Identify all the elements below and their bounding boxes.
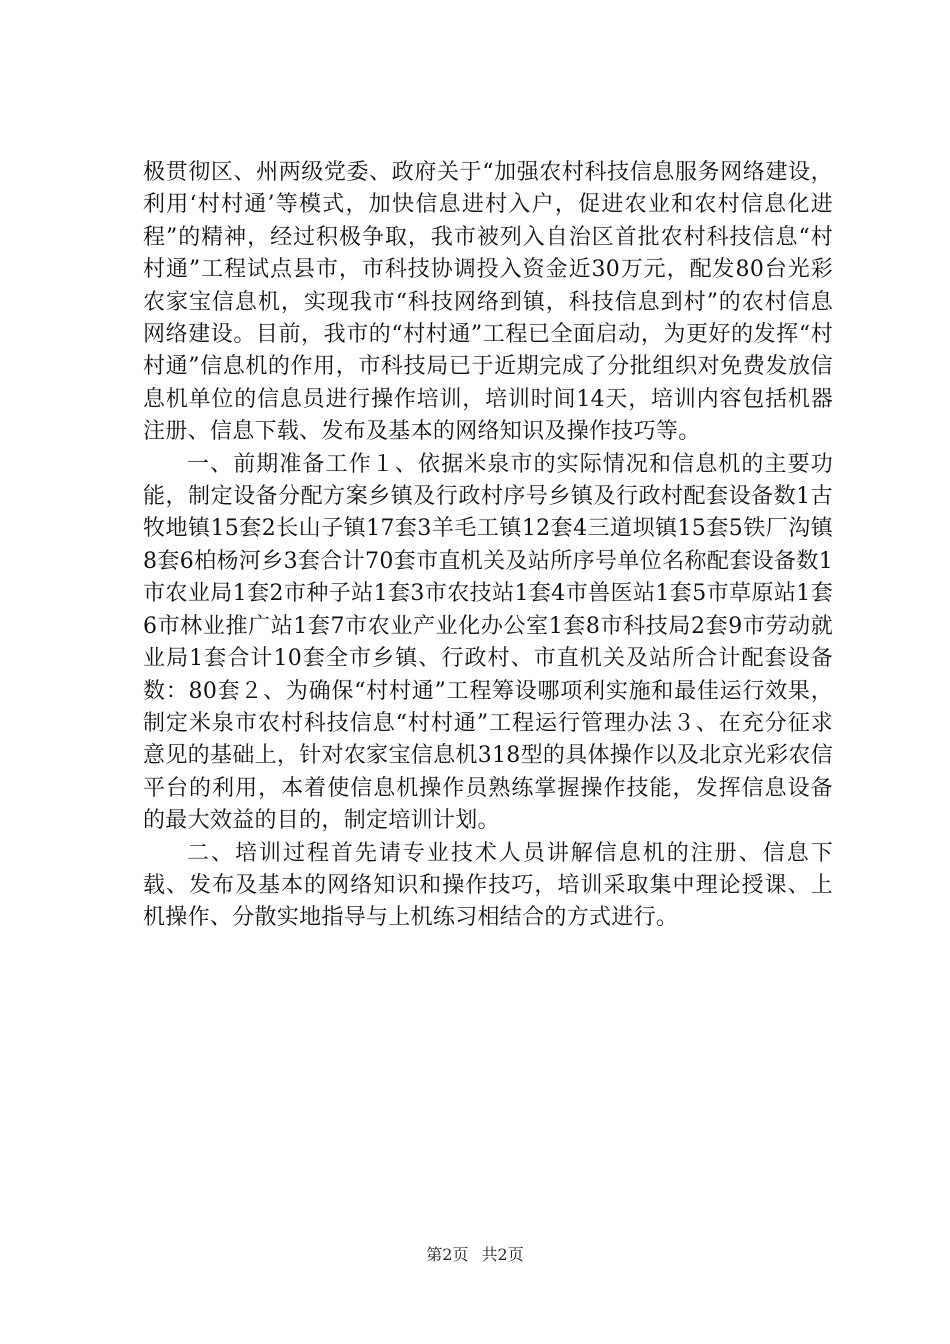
paragraph-3: 二、培训过程首先请专业技术人员讲解信息机的注册、信息下载、发布及基本的网络知识和操作技巧，培训采取集中理论授课、上机操作、分散实地指导与上机练习相结合的方式进行。 — [143, 840, 833, 931]
page-number-current: 第2页 — [426, 1245, 469, 1264]
page-number-total: 共2页 — [481, 1245, 524, 1264]
document-body — [143, 157, 833, 935]
paragraph-1: 极贯彻区、州两级党委、政府关于“加强农村科技信息服务网络建设，利用‘村村通’等模式，加快信息进村入户，促进农业和农村信息化进程”的精神，经过积极争取，我市被列入自治区首批农村科技信息“村村通”工程试点县市，市科技协调投入资金近30万元，配发80台光彩农家宝信息机，实现我市“科技网络到镇，科技信息到村”的农村信息网络建设。目前，我市的“村村通”工程已全面启动，为更好的发挥“村村通”信息机的作用，市科技局已于近期完成了分批组织对免费发放信息机单位的信息员进行操作培训，培训时间14天，培训内容包括机器注册、信息下载、发布及基本的网络知识及操作技巧等。 — [143, 160, 833, 445]
paragraph-2: 一、前期准备工作１、依据米泉市的实际情况和信息机的主要功能，制定设备分配方案乡镇及行政村序号乡镇及行政村配套设备数1古牧地镇15套2长山子镇17套3羊毛工镇12套4三道坝镇15套5铁厂沟镇8套6柏杨河乡3套合计70套市直机关及站所序号单位名称配套设备数1市农业局1套2市种子站1套3市农技站1套4市兽医站1套5市草原站1套6市林业推广站1套7市农业产业化办公室1套8市科技局2套9市劳动就业局1套合计10套全市乡镇、行政村、市直机关及站所合计配套设备数：80套２、为确保“村村通”工程筹设哪项利实施和最佳运行效果，制定米泉市农村科技信息“村村通”工程运行管理办法３、在充分征求意见的基础上，针对农家宝信息机318型的具体操作以及北京光彩农信平台的利用，本着使信息机操作员熟练掌握操作技能，发挥信息设备的最大效益的目的，制定培训计划。 — [143, 451, 833, 834]
page-footer — [0, 1242, 950, 1265]
